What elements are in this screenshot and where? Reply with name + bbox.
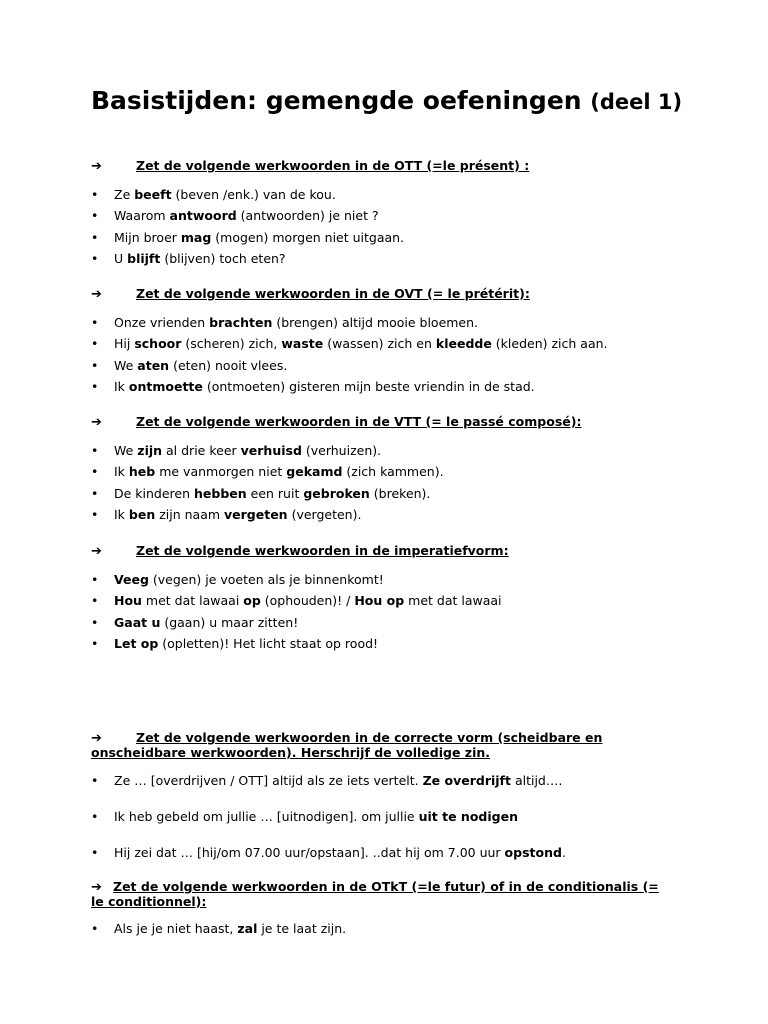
answer-text: Gaat u <box>114 614 161 630</box>
list-item: • We aten (eten) nooit vlees. <box>91 355 608 376</box>
list-item: • De kinderen hebben een ruit gebroken (breken). <box>91 483 444 504</box>
answer-text: schoor <box>134 336 182 352</box>
heading-text: Zet de volgende werkwoorden in de correcte vorm (scheidbare en onscheidbare werkwoorden). Herschrijf de volledige zin. <box>91 730 603 760</box>
answer-text: Ze overdrijft <box>422 773 511 788</box>
answer-text: beeft <box>134 187 172 202</box>
exercise-list-ovt <box>91 312 608 397</box>
heading-text: Zet de volgende werkwoorden in de OVT (= le prétérit): <box>136 286 530 301</box>
exercise-list-ott <box>91 184 404 269</box>
answer-text: ben <box>128 506 156 522</box>
arrow-icon: ➔ <box>91 731 102 746</box>
heading-text: Zet de volgende werkwoorden in de OTT (=le présent) : <box>136 158 530 173</box>
answer-text: gebroken <box>303 485 370 501</box>
list-item: • U blijft (blijven) toch eten? <box>91 248 404 269</box>
answer-text: vergeten <box>224 506 288 522</box>
answer-text: Let op <box>114 635 159 651</box>
arrow-icon: ➔ <box>91 544 102 559</box>
exercise-list-scheidbaar <box>91 770 566 877</box>
heading-text: Zet de volgende werkwoorden in de OTkT (=le futur) of in de conditionalis (= le conditionnel): <box>91 879 659 909</box>
section-heading-vtt <box>91 415 691 430</box>
section-heading-scheidbaar <box>91 731 631 760</box>
answer-text: hebben <box>194 485 247 501</box>
section-heading-ott <box>91 159 691 174</box>
list-item: • Hou met dat lawaai op (ophouden)! / Hou op met dat lawaai <box>91 590 502 611</box>
list-item: • Hij schoor (scheren) zich, waste (wassen) zich en kleedde (kleden) zich aan. <box>91 333 608 354</box>
list-item: • Ze … [overdrijven / OTT] altijd als ze iets vertelt. Ze overdrijft altijd…. <box>91 770 566 791</box>
section-heading-otkt <box>91 880 671 909</box>
answer-text: blijft <box>127 250 161 266</box>
list-item: • We zijn al drie keer verhuisd (verhuizen). <box>91 440 444 461</box>
section-heading-imperatief <box>91 544 691 559</box>
list-item: • Gaat u (gaan) u maar zitten! <box>91 612 502 633</box>
arrow-icon: ➔ <box>91 287 102 302</box>
exercise-list-otkt <box>91 918 346 939</box>
list-item: • Ze beeft (beven /enk.) van de kou. <box>91 184 404 205</box>
answer-text: ontmoette <box>128 378 203 394</box>
arrow-icon: ➔ <box>91 159 102 174</box>
answer-text: Hou <box>114 593 142 609</box>
answer-text: waste <box>281 336 324 352</box>
answer-text: kleedde <box>435 336 492 352</box>
answer-text: opstond <box>504 844 562 860</box>
list-item: • Hij zei dat … [hij/om 07.00 uur/opstaan]. ..dat hij om 7.00 uur opstond. <box>91 842 566 863</box>
heading-text: Zet de volgende werkwoorden in de VTT (= le passé composé): <box>136 414 582 429</box>
heading-text: Zet de volgende werkwoorden in de imperatiefvorm: <box>136 543 509 558</box>
list-item: • Ik heb gebeld om jullie … [uitnodigen]. om jullie uit te nodigen <box>91 806 566 827</box>
list-item: • Mijn broer mag (mogen) morgen niet uitgaan. <box>91 227 404 248</box>
list-item: • Ik heb me vanmorgen niet gekamd (zich kammen). <box>91 461 444 482</box>
arrow-icon: ➔ <box>91 415 102 430</box>
answer-text: Hou op <box>354 593 405 609</box>
answer-text: heb <box>128 464 156 480</box>
answer-text: zal <box>237 921 258 936</box>
answer-text: mag <box>180 229 212 245</box>
arrow-icon: ➔ <box>91 880 102 895</box>
title-suffix: (deel 1) <box>590 90 683 114</box>
answer-text: op <box>243 593 261 609</box>
answer-text: brachten <box>209 315 273 330</box>
title-main: Basistijden: gemengde oefeningen <box>91 86 582 115</box>
answer-text: zijn <box>137 443 163 458</box>
exercise-list-vtt <box>91 440 444 525</box>
list-item: • Let op (opletten)! Het licht staat op rood! <box>91 633 502 654</box>
list-item: • Onze vrienden brachten (brengen) altijd mooie bloemen. <box>91 312 608 333</box>
answer-text: antwoord <box>169 208 237 224</box>
answer-text: uit te nodigen <box>418 808 518 824</box>
exercise-list-imperatief <box>91 569 502 654</box>
page-title <box>91 86 711 117</box>
section-heading-ovt <box>91 287 691 302</box>
answer-text: aten <box>137 357 170 373</box>
answer-text: gekamd <box>286 464 343 480</box>
list-item: • Veeg (vegen) je voeten als je binnenkomt! <box>91 569 502 590</box>
list-item: • Als je je niet haast, zal je te laat zijn. <box>91 918 346 939</box>
list-item: • Ik ontmoette (ontmoeten) gisteren mijn beste vriendin in de stad. <box>91 376 608 397</box>
answer-text: verhuisd <box>240 443 302 458</box>
list-item: • Waarom antwoord (antwoorden) je niet ? <box>91 205 404 226</box>
answer-text: Veeg <box>114 572 149 587</box>
list-item: • Ik ben zijn naam vergeten (vergeten). <box>91 504 444 525</box>
